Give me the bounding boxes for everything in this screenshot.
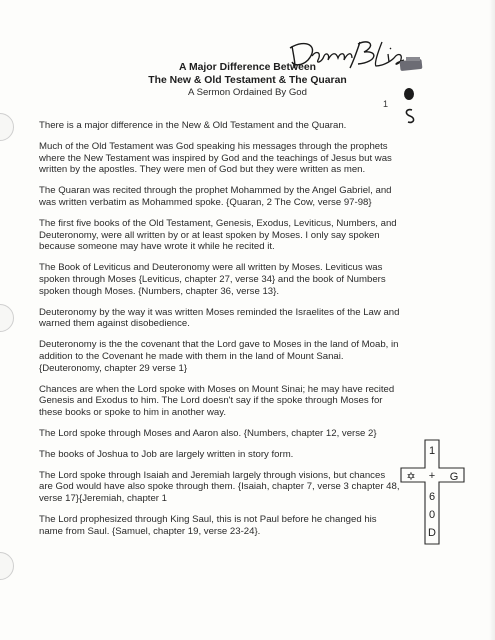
cross-letter-1: 1 [428, 445, 436, 457]
sermon-body [39, 120, 401, 547]
paragraph: The Lord prophesized through King Saul, this is not Paul before he changed his name from Saul. {Samuel, chapter 19, verse 23-24}. [39, 513, 377, 537]
paragraph: The books of Joshua to Job are largely written in story form. [39, 448, 294, 460]
paragraph: The Quaran was recited through the prophet Mohammed by the Angel Gabriel, and was written verbatim as Mohammed spoke. {Quaran, 2 The Cow, verse 97-98} [39, 185, 392, 208]
paragraph: Chances are when the Lord spoke with Moses on Mount Sinai; he may have recited Genesis and Exodus to him. The Lord doesn't say if the spoke through Moses for these books or spoke to him in another way. [39, 383, 395, 419]
punch-hole [0, 552, 14, 580]
paragraph: Much of the Old Testament was God speaking his messages through the prophets where the New Testament was inspired by God and the teachings of Jesus but was written by the apostles. They were men of God but they were written as men. [39, 140, 392, 176]
punch-hole [0, 113, 14, 141]
title-line-2: The New & Old Testament & The Quaran [148, 75, 347, 86]
punch-hole [0, 304, 14, 332]
subtitle: A Sermon Ordained By God [188, 87, 307, 98]
paragraph: The Lord spoke through Isaiah and Jeremiah largely through visions, but chances are God would have also spoke through them. {Isaiah, chapter 7, verse 3 chapter 48, verse 17}{Jeremiah, chapter 1 [39, 469, 400, 505]
title-block [0, 61, 495, 99]
cross-letter-0: 0 [428, 509, 436, 521]
cross-letter-g: G [449, 471, 459, 483]
paragraph: Deuteronomy by the way it was written Moses reminded the Israelites of the Law and warned them against disobedience. [39, 306, 400, 330]
cross-letter-d: D [428, 527, 436, 539]
cross-center-symbol: + [428, 470, 436, 482]
paragraph: The first five books of the Old Testament, Genesis, Exodus, Leviticus, Numbers, and Deuteronomy, were all written by or at least spoken by Moses. I only say spoken because someone may have wrote it while he recited it. [39, 217, 397, 253]
paragraph: The Book of Leviticus and Deuteronomy were all written by Moses. Leviticus was spoken through Moses {Leviticus, chapter 27, verse 34} and the book of Numbers spoken though Moses. {Numbers, chapter 36, verse 13}. [39, 262, 386, 297]
paragraph: There is a major difference in the New & Old Testament and the Quaran. [39, 120, 347, 131]
star-of-david-icon: ✡ [406, 470, 416, 483]
title-line-1: A Major Difference Between [178, 62, 317, 73]
paragraph: The Lord spoke through Moses and Aaron also. {Numbers, chapter 12, verse 2} [39, 427, 377, 439]
page-number: 1 [383, 99, 389, 109]
hand-drawn-cross [398, 438, 468, 548]
paragraph: Deuteronomy is the the covenant that the Lord gave to Moses in the land of Moab, in addition to the Covenant he made with them in the land of Mount Sanai. {Deuteronomy, chapter 29 verse 1} [39, 339, 399, 374]
cross-letter-6: 6 [428, 491, 436, 503]
